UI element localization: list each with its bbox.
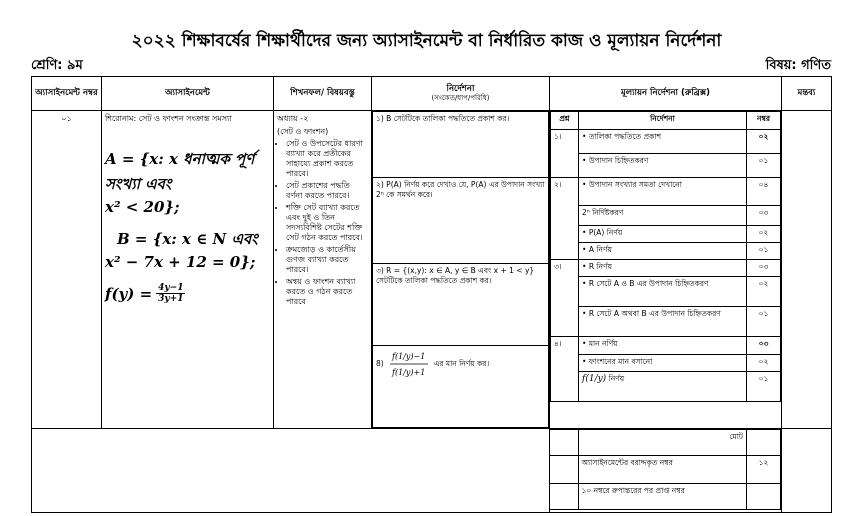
instruction-1: ১) B সেটটিকে তালিকা পদ্ধতিতে প্রকাশ কর। bbox=[373, 112, 549, 178]
instruction-3: ৩) R = {(x,y): x ∈ A, y ∈ B এবং x + 1 < y} সেটটিকে তালিকা পদ্ধতিতে প্রকাশ কর। bbox=[373, 264, 549, 346]
assignment-table bbox=[31, 76, 832, 513]
remarks-cell bbox=[782, 111, 832, 429]
subject-label: বিষয়: গণিত bbox=[765, 58, 831, 73]
func-prefix: f(y) = bbox=[105, 284, 153, 303]
outcome-item: • ক্রমজোড় ও কার্তেসীয় গুণজ ব্যাখ্যা করতে পারবে। bbox=[286, 245, 368, 275]
assignment-number: ০১ bbox=[32, 111, 102, 429]
table-row bbox=[32, 111, 832, 429]
rubric-marks: ০১ bbox=[747, 372, 781, 402]
allotted-marks: ১২ bbox=[747, 456, 781, 484]
rubric-instr-header: নির্দেশনা bbox=[579, 112, 747, 130]
rubric-item: • A নির্ণয় bbox=[579, 243, 747, 260]
func-numerator: 4y−1 bbox=[158, 283, 184, 293]
rubric-q: ২। bbox=[551, 178, 579, 260]
header-assignment: অ্যাসাইনমেন্ট bbox=[102, 77, 274, 111]
instruction-4 bbox=[373, 346, 549, 428]
rubric-item: • উপাদান চিহ্নিতকরণ bbox=[579, 154, 747, 178]
learning-content-cell bbox=[274, 111, 372, 429]
summary-blank bbox=[32, 429, 550, 513]
converted-label: ১০ নম্বরে রুপান্তরের পর প্রাপ্ত নম্বর bbox=[578, 484, 747, 510]
rubric-item: 2ⁿ নির্দিষ্টকরণ bbox=[579, 206, 747, 226]
set-b-line1: B = {x: x ∈ N এবং bbox=[117, 230, 258, 248]
assignment-cell bbox=[102, 111, 274, 429]
page-title: ২০২২ শিক্ষাবর্ষের শিক্ষার্থীদের জন্য অ্যাসাইনমেন্ট বা নির্ধারিত কাজ ও মূল্যায়ন নির্দেশনা bbox=[131, 31, 722, 51]
rubric-marks: ০২ bbox=[747, 226, 781, 243]
rubric-q: ৪। bbox=[551, 337, 579, 402]
header-rubric: মূল্যায়ন নির্দেশনা (রুব্রিক্স) bbox=[550, 77, 782, 111]
header-assignment-no: অ্যাসাইনমেন্ট নম্বর bbox=[32, 77, 102, 111]
allotted-label: অ্যাসাইনমেন্টের বরাদ্দকৃত নম্বর bbox=[578, 456, 747, 484]
instruction-4-text: এর মান নির্ণয় কর। bbox=[433, 358, 490, 368]
total-label: মোট bbox=[578, 430, 747, 456]
rubric-marks: ০১ bbox=[747, 243, 781, 260]
outcome-item: • অন্বয় ও ফাংশন ব্যাখ্যা করতে ও গঠন করতে পারবে bbox=[286, 277, 368, 307]
header-remarks: মন্তব্য bbox=[782, 77, 832, 111]
svg-text:f(1/y)+1: f(1/y)+1 bbox=[391, 368, 426, 377]
rubric-marks: ০১ bbox=[747, 307, 781, 337]
header-learning-content: শিখনফল/ বিষয়বস্তু bbox=[274, 77, 372, 111]
rubric-item: • তালিকা পদ্ধতিতে প্রকাশ bbox=[579, 130, 747, 154]
outcome-item: • সেট ও উপসেটের ধারণা ব্যাখ্যা করে প্রতীকের সাহায্যে প্রকাশ করতে পারবে। bbox=[286, 139, 368, 179]
rubric-item: • R সেটে A অথবা B এর উপাদান চিহ্নিতকরণ bbox=[579, 307, 747, 337]
rubric-marks: ০২ bbox=[747, 355, 781, 372]
header-instructions-label: নির্দেশনা bbox=[446, 84, 475, 95]
rubric-item: • উপাদান সংখ্যার সমতা দেখানো bbox=[579, 178, 747, 206]
outcome-item: • সেট প্রকাশের পদ্ধতি বর্ণনা করতে পারবে। bbox=[286, 181, 368, 201]
summary-row bbox=[32, 429, 832, 513]
class-label: শ্রেণি: ৯ম bbox=[31, 58, 83, 73]
assignment-heading: শিরোনাম: সেট ও ফাংশন সংক্রান্ত সমস্যা bbox=[105, 114, 232, 123]
rubric-q: ১। bbox=[551, 130, 579, 178]
rubric-marks: ০৩ bbox=[747, 337, 781, 355]
instruction-2: ২) P(A) নির্ণয় করে দেখাও যে, P(A) এর উপাদান সংখ্যা 2ⁿ কে সমর্থন করে। bbox=[373, 178, 549, 264]
rubric-cell bbox=[550, 111, 782, 429]
fraction-expression-icon bbox=[388, 348, 430, 380]
summary-remarks bbox=[782, 429, 832, 513]
func-denominator: 3y+1 bbox=[158, 294, 184, 304]
rubric-item: • ফাংশনের মান বসানো bbox=[579, 355, 747, 372]
rubric-item: f(1/y) নির্ণয় bbox=[579, 372, 747, 402]
rubric-item: • P(A) নির্ণয় bbox=[579, 226, 747, 243]
chapter-label: অধ্যায় -২ bbox=[277, 114, 309, 123]
set-b-line2: x² − 7x + 12 = 0}; bbox=[105, 253, 256, 271]
rubric-item: • R সেটে A ও B এর উপাদান চিহ্নিতকরণ bbox=[579, 277, 747, 307]
rubric-marks: ০১ bbox=[747, 154, 781, 178]
rubric-marks-header: নম্বর bbox=[747, 112, 781, 130]
rubric-item: • মান নর্ণিয় bbox=[579, 337, 747, 355]
rubric-marks: ০৩ bbox=[747, 206, 781, 226]
instruction-4-prefix: 8) bbox=[376, 358, 384, 368]
chapter-sub: (সেট ও ফাংশন) bbox=[277, 127, 329, 136]
rubric-q: ৩। bbox=[551, 260, 579, 337]
instructions-cell bbox=[372, 111, 550, 429]
rubric-marks: ০৪ bbox=[747, 178, 781, 206]
rubric-marks: ০২ bbox=[747, 277, 781, 307]
rubric-q-header: প্রশ্ন bbox=[551, 112, 579, 130]
set-a-line1: A = {x: x ধনাত্মক পূর্ণ সংখ্যা এবং bbox=[105, 150, 255, 193]
rubric-marks: ০৩ bbox=[747, 260, 781, 277]
svg-text:f(1/y)−1: f(1/y)−1 bbox=[391, 352, 426, 361]
summary-rubric bbox=[550, 429, 782, 513]
rubric-marks: ০২ bbox=[747, 130, 781, 154]
header-instructions-sub: (সংকেত/ধাপ/পরিধি) bbox=[431, 94, 490, 103]
set-a-line2: x² < 20}; bbox=[105, 198, 180, 216]
header-instructions bbox=[372, 77, 550, 111]
rubric-item: • R নির্ণয় bbox=[579, 260, 747, 277]
outcome-item: • শক্তি সেট ব্যাখ্যা করতে এবং দুই ও তিন সদস্যবিশিষ্ট সেটের শক্তি সেট গঠন করতে পারবে। bbox=[286, 203, 368, 243]
